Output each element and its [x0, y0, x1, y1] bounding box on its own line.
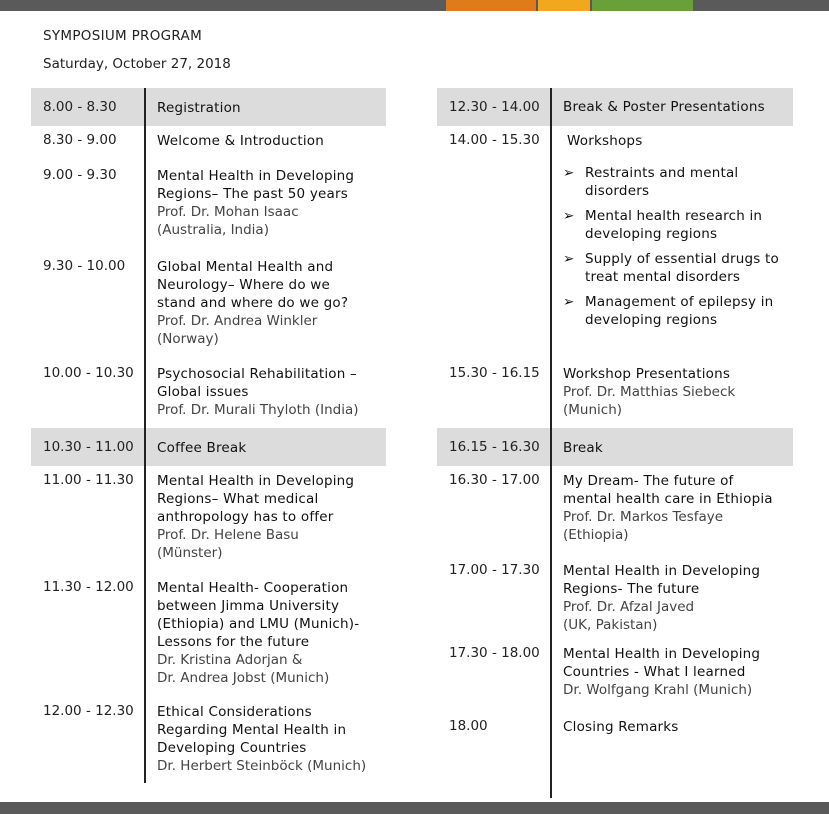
- session-time: 17.30 - 18.00: [449, 645, 540, 661]
- session-speaker-location: (Australia, India): [157, 222, 269, 238]
- workshop-item: [563, 293, 791, 329]
- schedule-row-registration: [31, 88, 386, 126]
- session-speaker: Dr. Wolfgang Krahl (Munich): [563, 682, 753, 698]
- session-title: Break: [563, 440, 603, 456]
- session-time: 9.00 - 9.30: [43, 167, 117, 183]
- session-speaker: Dr. Kristina Adorjan &: [157, 652, 303, 668]
- session-time: 17.00 - 17.30: [449, 562, 540, 578]
- accent-block-orange: [446, 0, 536, 11]
- session-title-line: Global Mental Health and: [157, 259, 334, 275]
- session-title-line: Neurology– Where do we: [157, 277, 331, 293]
- bottom-color-bar: [0, 802, 829, 814]
- workshop-item: [563, 207, 791, 243]
- arrow-bullet-icon: ➢: [563, 251, 575, 267]
- session-speaker-location: (Ethiopia): [563, 527, 629, 543]
- session-title-line: Mental Health in Developing: [563, 646, 761, 662]
- arrow-bullet-icon: ➢: [563, 294, 575, 310]
- session-title-line: Developing Countries: [157, 740, 307, 756]
- workshop-item-line: treat mental disorders: [585, 269, 741, 285]
- workshop-item-line: developing regions: [585, 312, 718, 328]
- session-title-line: Regions– The past 50 years: [157, 186, 348, 202]
- workshop-item-line: Restraints and mental: [585, 165, 739, 181]
- program-date: Saturday, October 27, 2018: [43, 56, 231, 72]
- session-time: 14.00 - 15.30: [449, 132, 540, 148]
- session-title-line: (Ethiopia) and LMU (Munich)-: [157, 616, 360, 632]
- arrow-bullet-icon: ➢: [563, 165, 575, 181]
- session-title-line: Global issues: [157, 384, 249, 400]
- session-time: 10.30 - 11.00: [43, 439, 134, 455]
- workshop-item: [563, 164, 791, 200]
- session-title-line: Psychosocial Rehabilitation –: [157, 366, 357, 382]
- session-title: Workshops: [567, 133, 643, 149]
- session-time: 9.30 - 10.00: [43, 258, 126, 274]
- session-speaker: Prof. Dr. Helene Basu: [157, 527, 299, 543]
- workshop-item-line: disorders: [585, 183, 650, 199]
- session-speaker: Prof. Dr. Murali Thyloth (India): [157, 402, 359, 418]
- session-title-line: Workshop Presentations: [563, 366, 731, 382]
- session-time: 8.30 - 9.00: [43, 132, 117, 148]
- column-divider-left: [144, 88, 146, 783]
- session-title-line: Lessons for the future: [157, 634, 310, 650]
- session-title-line: Mental Health in Developing: [157, 473, 355, 489]
- session-title-line: Mental Health in Developing: [563, 563, 761, 579]
- session-speaker: Prof. Dr. Mohan Isaac: [157, 204, 299, 220]
- accent-block-yellow: [538, 0, 590, 11]
- session-title-line: Mental Health- Cooperation: [157, 580, 349, 596]
- session-speaker: Dr. Herbert Steinböck (Munich): [157, 758, 367, 774]
- arrow-bullet-icon: ➢: [563, 208, 575, 224]
- session-speaker: Prof. Dr. Afzal Javed: [563, 599, 695, 615]
- workshop-item-line: Mental health research in: [585, 208, 763, 224]
- workshop-item-line: Supply of essential drugs to: [585, 251, 779, 267]
- session-speaker: Prof. Dr. Markos Tesfaye: [563, 509, 724, 525]
- session-title: Break & Poster Presentations: [563, 99, 765, 115]
- session-title-line: between Jimma University: [157, 598, 340, 614]
- session-time: 16.30 - 17.00: [449, 472, 540, 488]
- session-speaker: Dr. Andrea Jobst (Munich): [157, 670, 330, 686]
- workshop-item-line: Management of epilepsy in: [585, 294, 774, 310]
- session-title-line: Regions- The future: [563, 581, 700, 597]
- session-title: Closing Remarks: [563, 719, 679, 735]
- schedule-row-break: [437, 428, 793, 466]
- session-speaker-location: (Norway): [157, 331, 219, 347]
- session-title-line: anthropology has to offer: [157, 509, 334, 525]
- session-title-line: Regarding Mental Health in: [157, 722, 347, 738]
- accent-block-green: [592, 0, 693, 11]
- session-time: 8.00 - 8.30: [43, 99, 117, 115]
- session-title-line: Regions– What medical: [157, 491, 319, 507]
- session-title-line: Mental Health in Developing: [157, 168, 355, 184]
- page-title: SYMPOSIUM PROGRAM: [43, 28, 203, 44]
- schedule-row-coffee-break: [31, 428, 386, 466]
- session-time: 11.00 - 11.30: [43, 472, 134, 488]
- session-title: Registration: [157, 100, 241, 116]
- session-speaker-location: (Münster): [157, 545, 223, 561]
- column-divider-right: [550, 88, 552, 798]
- session-speaker: Prof. Dr. Andrea Winkler: [157, 313, 318, 329]
- session-time: 12.00 - 12.30: [43, 703, 134, 719]
- session-title: Welcome & Introduction: [157, 133, 325, 149]
- session-time: 10.00 - 10.30: [43, 365, 134, 381]
- session-title-line: mental health care in Ethiopia: [563, 491, 773, 507]
- session-title-line: stand and where do we go?: [157, 295, 349, 311]
- session-title: Coffee Break: [157, 440, 247, 456]
- session-speaker: Prof. Dr. Matthias Siebeck: [563, 384, 736, 400]
- session-title-line: Ethical Considerations: [157, 704, 312, 720]
- session-title-line: Countries - What I learned: [563, 664, 746, 680]
- session-time: 11.30 - 12.00: [43, 579, 134, 595]
- session-time: 15.30 - 16.15: [449, 365, 540, 381]
- session-time: 16.15 - 16.30: [449, 439, 540, 455]
- session-title-line: My Dream- The future of: [563, 473, 734, 489]
- session-time: 18.00: [449, 718, 488, 734]
- workshop-item-line: developing regions: [585, 226, 718, 242]
- session-speaker-location: (UK, Pakistan): [563, 617, 658, 633]
- session-speaker-location: (Munich): [563, 402, 623, 418]
- session-time: 12.30 - 14.00: [449, 99, 540, 115]
- schedule-row-poster-break: [437, 88, 793, 126]
- workshop-item: [563, 250, 791, 286]
- top-color-bar: [0, 0, 829, 11]
- workshop-list: [563, 164, 791, 329]
